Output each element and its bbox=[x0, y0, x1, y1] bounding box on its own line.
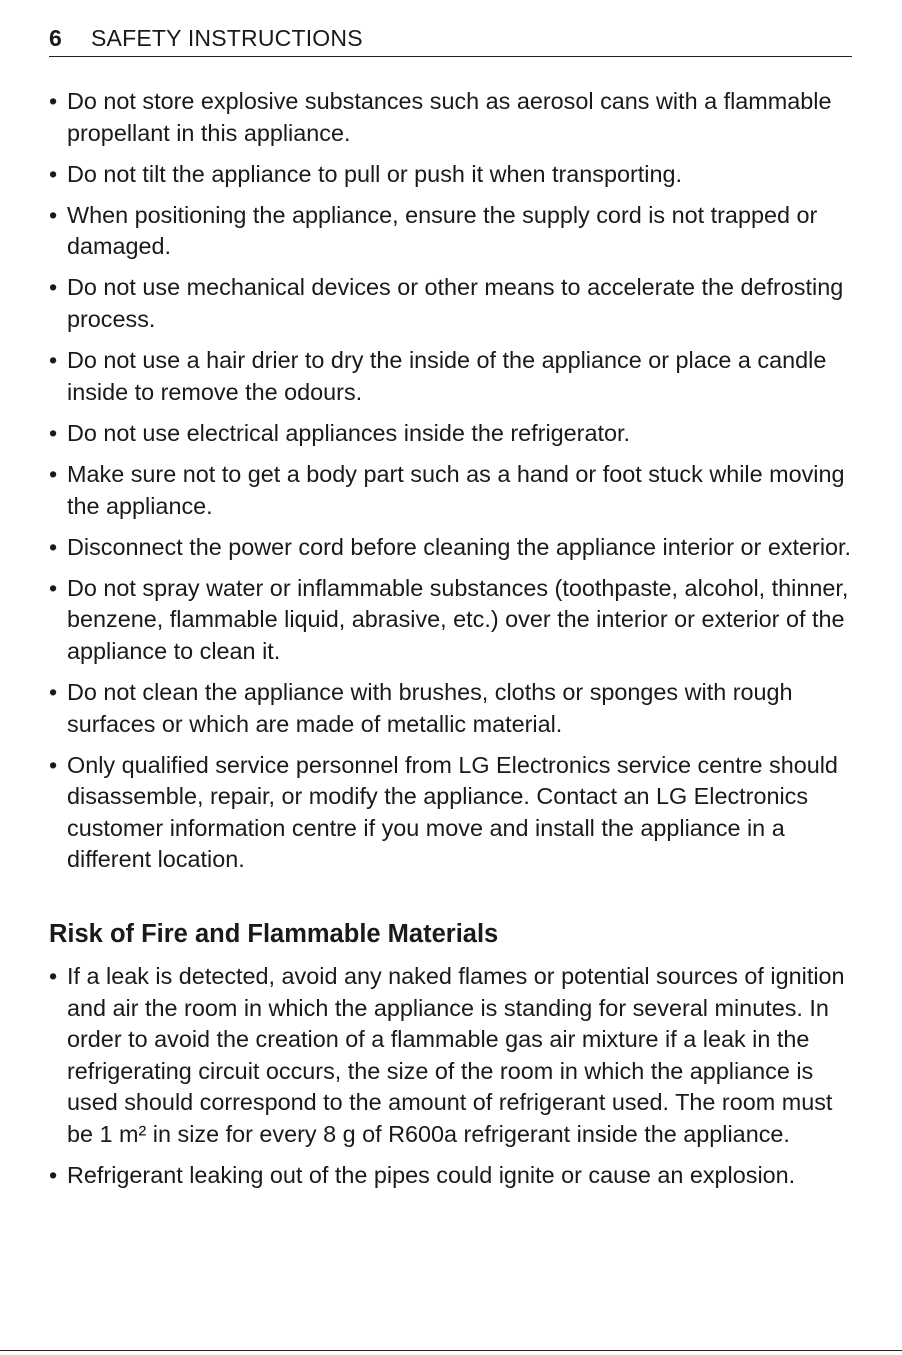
bullet-icon: • bbox=[49, 88, 58, 114]
page-header bbox=[49, 20, 852, 57]
list-item-text: Do not clean the appliance with brushes, cloths or sponges with rough surfaces or which are made of metallic material. bbox=[67, 679, 793, 737]
bullet-icon: • bbox=[49, 533, 58, 560]
list-item bbox=[49, 677, 852, 740]
list-item bbox=[49, 418, 852, 450]
list-item-text: Do not use electrical appliances inside the refrigerator. bbox=[67, 419, 630, 446]
list-item-text: Do not tilt the appliance to pull or push it when transporting. bbox=[67, 160, 683, 187]
list-item bbox=[49, 573, 852, 668]
list-item bbox=[49, 459, 852, 522]
fire-risk-list bbox=[49, 961, 852, 1192]
bullet-icon: • bbox=[49, 963, 58, 990]
list-item-text: Only qualified service personnel from LG Electronics service centre should disassemble, repair, or modify the appliance. Contact an LG Electronics customer information centre if you move and install the appliance in a different location. bbox=[67, 751, 838, 873]
list-item bbox=[49, 159, 852, 191]
list-item bbox=[49, 750, 852, 876]
bullet-icon: • bbox=[49, 419, 58, 446]
bullet-icon: • bbox=[49, 160, 58, 187]
bullet-icon: • bbox=[49, 460, 58, 487]
list-item-text: When positioning the appliance, ensure the supply cord is not trapped or damaged. bbox=[67, 201, 818, 260]
bullet-icon: • bbox=[49, 679, 58, 705]
bullet-icon: • bbox=[49, 574, 58, 601]
list-item bbox=[49, 200, 852, 263]
bullet-icon: • bbox=[49, 347, 58, 374]
list-item bbox=[49, 532, 852, 564]
list-item-text: Refrigerant leaking out of the pipes could ignite or cause an explosion. bbox=[67, 1162, 796, 1189]
bullet-icon: • bbox=[49, 201, 58, 228]
list-item bbox=[49, 345, 852, 408]
safety-list bbox=[49, 86, 852, 876]
list-item bbox=[49, 272, 852, 335]
page-number: 6 bbox=[49, 24, 62, 51]
page-content bbox=[49, 86, 852, 1201]
list-item bbox=[49, 86, 852, 149]
section-heading: Risk of Fire and Flammable Materials bbox=[49, 920, 499, 949]
bullet-icon: • bbox=[49, 274, 58, 301]
bullet-icon: • bbox=[49, 751, 58, 778]
bottom-divider bbox=[0, 1350, 902, 1351]
list-item-text: Do not spray water or inflammable substances (toothpaste, alcohol, thinner, benzene, flammable liquid, abrasive, etc.) over the interior or exterior of the appliance to clean it. bbox=[67, 574, 849, 664]
list-item-text: Make sure not to get a body part such as a hand or foot stuck while moving the appliance. bbox=[67, 460, 845, 519]
list-item-text: Do not use a hair drier to dry the inside of the appliance or place a candle inside to remove the odours. bbox=[67, 347, 827, 405]
list-item bbox=[49, 1160, 852, 1192]
list-item-text: If a leak is detected, avoid any naked flames or potential sources of ignition and air the room in which the appliance is standing for several minutes. In order to avoid the creation of a flammable gas air mixture if a leak in the refrigerating circuit occurs, the size of the room in which the appliance is used should correspond to the amount of refrigerant used. The room must be 1 m² in size for every 8 g of R600a refrigerant inside the appliance. bbox=[67, 963, 845, 1148]
bullet-icon: • bbox=[49, 1162, 58, 1189]
list-item bbox=[49, 961, 852, 1151]
list-item-text: Do not store explosive substances such as aerosol cans with a flammable propellant in this appliance. bbox=[67, 88, 832, 146]
list-item-text: Disconnect the power cord before cleaning the appliance interior or exterior. bbox=[67, 533, 852, 560]
header-title: SAFETY INSTRUCTIONS bbox=[91, 24, 363, 51]
list-item-text: Do not use mechanical devices or other means to accelerate the defrosting process. bbox=[67, 274, 844, 333]
